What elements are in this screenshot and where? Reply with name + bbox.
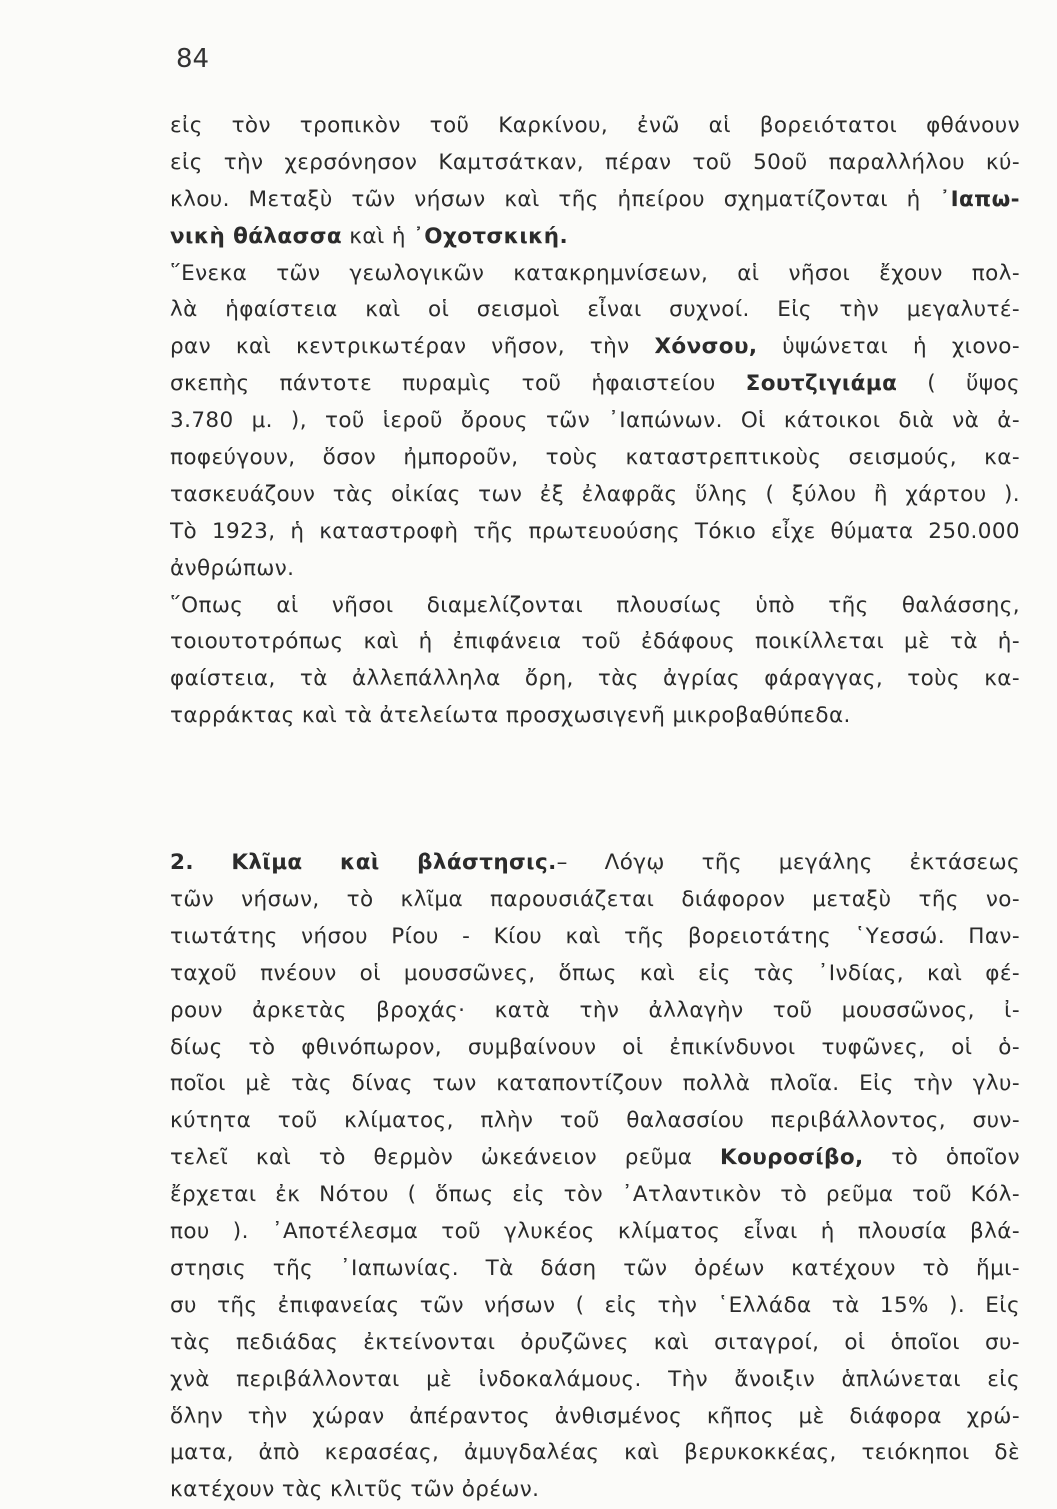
text-segment: κύτητα τοῦ κλίματος, πλὴν τοῦ θαλασσίου περιβάλλοντος, συν- — [170, 1108, 1020, 1134]
text-segment: συ τῆς ἐπιφανείας τῶν νήσων ( εἰς τὴν ῾Ελλάδα τὰ 15% ). Εἰς — [170, 1292, 1020, 1318]
text-line — [170, 403, 1020, 440]
text-segment: τελεῖ καὶ τὸ θερμὸν ὠκεάνειον ρεῦμα — [170, 1145, 721, 1171]
bold-term: Σουτζιγιάμα — [745, 371, 898, 397]
text-segment: ἀνθρώπων. — [170, 555, 295, 581]
text-segment: ( ὕψος — [897, 371, 1020, 397]
text-line — [170, 1288, 1020, 1325]
text-segment: τὰς πεδιάδας ἐκτείνονται ὀρυζῶνες καὶ σιταγροί, οἱ ὁποῖοι συ- — [170, 1329, 1020, 1355]
text-line — [170, 1030, 1020, 1067]
text-line — [170, 477, 1020, 514]
text-segment: στησις τῆς ᾿Ιαπωνίας. Τὰ δάση τῶν ὀρέων κατέχουν τὸ ἥμι- — [170, 1255, 1020, 1281]
text-line — [170, 551, 1020, 588]
text-line — [170, 182, 1020, 219]
text-segment: 3.780 μ. ), τοῦ ἱεροῦ ὄρους τῶν ᾿Ιαπώνων. Οἱ κάτοικοι διὰ νὰ ἀ- — [170, 408, 1020, 434]
text-segment: φαίστεια, τὰ ἀλλεπάλληλα ὄρη, τὰς ἀγρίας φάραγγας, τοὺς κα- — [170, 666, 1020, 692]
text-segment: κλου. Μεταξὺ τῶν νήσων καὶ τῆς ἠπείρου σχηματίζονται ἡ — [170, 186, 940, 212]
text-segment: ἔρχεται ἐκ Νότου ( ὅπως εἰς τὸν ᾿Ατλαντικὸν τὸ ρεῦμα τοῦ Κόλ- — [170, 1182, 1020, 1208]
text-line — [170, 1214, 1020, 1251]
text-line — [170, 919, 1020, 956]
text-segment: ῞Ενεκα τῶν γεωλογικῶν κατακρημνίσεων, αἱ νῆσοι ἔχουν πολ- — [170, 260, 1020, 286]
text-line — [170, 1177, 1020, 1214]
text-segment: ματα, ἀπὸ κερασέας, ἀμυγδαλέας καὶ βερυκοκκέας, τειόκηποι δὲ — [170, 1440, 1020, 1466]
text-segment: ραν καὶ κεντρικωτέραν νῆσον, τὴν — [170, 334, 655, 360]
text-line — [170, 1103, 1020, 1140]
text-line — [170, 366, 1020, 403]
text-line — [170, 1325, 1020, 1362]
text-segment: εἰς τὴν χερσόνησον Καμτσάτκαν, πέραν τοῦ 50οῦ παραλλήλου κύ- — [170, 149, 1020, 175]
text-segment: δίως τὸ φθινόπωρον, συμβαίνουν οἱ ἐπικίνδυνοι τυφῶνες, οἱ ὁ- — [170, 1034, 1020, 1060]
bold-term: ᾿Ιαπω- — [939, 186, 1020, 212]
text-line — [170, 1362, 1020, 1399]
text-segment: ποῖοι μὲ τὰς δίνας των καταποντίζουν πολλὰ πλοῖα. Εἰς τὴν γλυ- — [170, 1071, 1020, 1097]
text-line — [170, 588, 1020, 625]
text-segment: τὸ ὁποῖον — [863, 1145, 1020, 1171]
text-segment: εἰς τὸν τροπικὸν τοῦ Καρκίνου, ἐνῶ αἱ βορειότατοι φθάνουν — [170, 113, 1020, 138]
text-line — [170, 329, 1020, 366]
text-segment: που ). ᾿Αποτέλεσμα τοῦ γλυκέος κλίματος εἶναι ἡ πλουσία βλά- — [170, 1219, 1020, 1245]
text-line — [170, 440, 1020, 477]
page-body — [170, 108, 1020, 1509]
text-segment: ταρράκτας καὶ τὰ ἀτελείωτα προσχωσιγενῆ μικροβαθύπεδα. — [170, 703, 851, 729]
text-segment: χνὰ περιβάλλονται μὲ ἰνδοκαλάμους. Τὴν ἄνοιξιν ἁπλώνεται εἰς — [170, 1366, 1020, 1392]
text-segment: τῶν νήσων, τὸ κλῖμα παρουσιάζεται διάφορον μεταξὺ τῆς νο- — [170, 887, 1020, 913]
bold-term: νικὴ θάλασσα — [170, 223, 343, 249]
text-segment: κατέχουν τὰς κλιτῦς τῶν ὀρέων. — [170, 1477, 540, 1503]
text-segment: ὑψώνεται ἡ χιονο- — [757, 334, 1020, 360]
text-segment: ποφεύγουν, ὅσον ἠμποροῦν, τοὺς καταστρεπτικοὺς σεισμούς, κα- — [170, 445, 1020, 471]
text-segment: Τὸ 1923, ἡ καταστροφὴ τῆς πρωτευούσης Τόκιο εἶχε θύματα 250.000 — [170, 518, 1020, 544]
text-segment: τοιουτοτρόπως καὶ ἡ ἐπιφάνεια τοῦ ἐδάφους ποικίλλεται μὲ τὰ ἡ- — [170, 629, 1020, 655]
text-segment: λὰ ἡφαίστεια καὶ οἱ σεισμοὶ εἶναι συχνοί. Εἰς τὴν μεγαλυτέ- — [170, 297, 1020, 323]
text-line — [170, 698, 1020, 735]
text-line — [170, 1399, 1020, 1436]
text-line — [170, 1435, 1020, 1472]
text-segment: ὅλην τὴν χώραν ἀπέραντος ἀνθισμένος κῆπος μὲ διάφορα χρώ- — [170, 1403, 1020, 1429]
text-line — [170, 845, 1020, 882]
text-segment: ταχοῦ πνέουν οἱ μουσσῶνες, ὅπως καὶ εἰς τὰς ᾿Ινδίας, καὶ φέ- — [170, 960, 1020, 986]
text-segment: ῞Οπως αἱ νῆσοι διαμελίζονται πλουσίως ὑπὸ τῆς θαλάσσης, — [170, 592, 1020, 618]
text-line — [170, 1472, 1020, 1509]
text-line — [170, 108, 1020, 145]
text-line — [170, 1066, 1020, 1103]
text-segment: καὶ ἡ — [342, 223, 414, 249]
text-segment: τιωτάτης νήσου Ρίου - Κίου καὶ τῆς βορειοτάτης ῾Υεσσώ. Παν- — [170, 923, 1020, 949]
text-line — [170, 256, 1020, 293]
bold-term: 2. Κλῖμα καὶ βλάστησις. — [170, 850, 557, 876]
text-line — [170, 145, 1020, 182]
text-segment: ρουν ἀρκετὰς βροχάς· κατὰ τὴν ἀλλαγὴν τοῦ μουσσῶνος, ἰ- — [170, 997, 1020, 1023]
text-line — [170, 882, 1020, 919]
bold-term: ᾿Οχοτσκική. — [413, 223, 569, 249]
page-number: 84 — [176, 44, 210, 74]
bold-term: Χόνσου, — [654, 334, 758, 360]
text-line — [170, 292, 1020, 329]
text-line — [170, 624, 1020, 661]
bold-term: Κουροσίβο, — [720, 1145, 864, 1171]
text-line — [170, 661, 1020, 698]
text-line — [170, 1140, 1020, 1177]
text-segment: σκεπὴς πάντοτε πυραμὶς τοῦ ἡφαιστείου — [170, 371, 746, 397]
text-line — [170, 1251, 1020, 1288]
text-segment: – Λόγῳ τῆς μεγάλης ἐκτάσεως — [556, 850, 1020, 876]
paragraph-gap — [170, 735, 1020, 845]
text-line — [170, 514, 1020, 551]
text-line — [170, 956, 1020, 993]
text-line — [170, 993, 1020, 1030]
text-line — [170, 219, 1020, 256]
text-segment: τασκευάζουν τὰς οἰκίας των ἐξ ἐλαφρᾶς ὕλης ( ξύλου ἢ χάρτου ). — [170, 481, 1020, 507]
